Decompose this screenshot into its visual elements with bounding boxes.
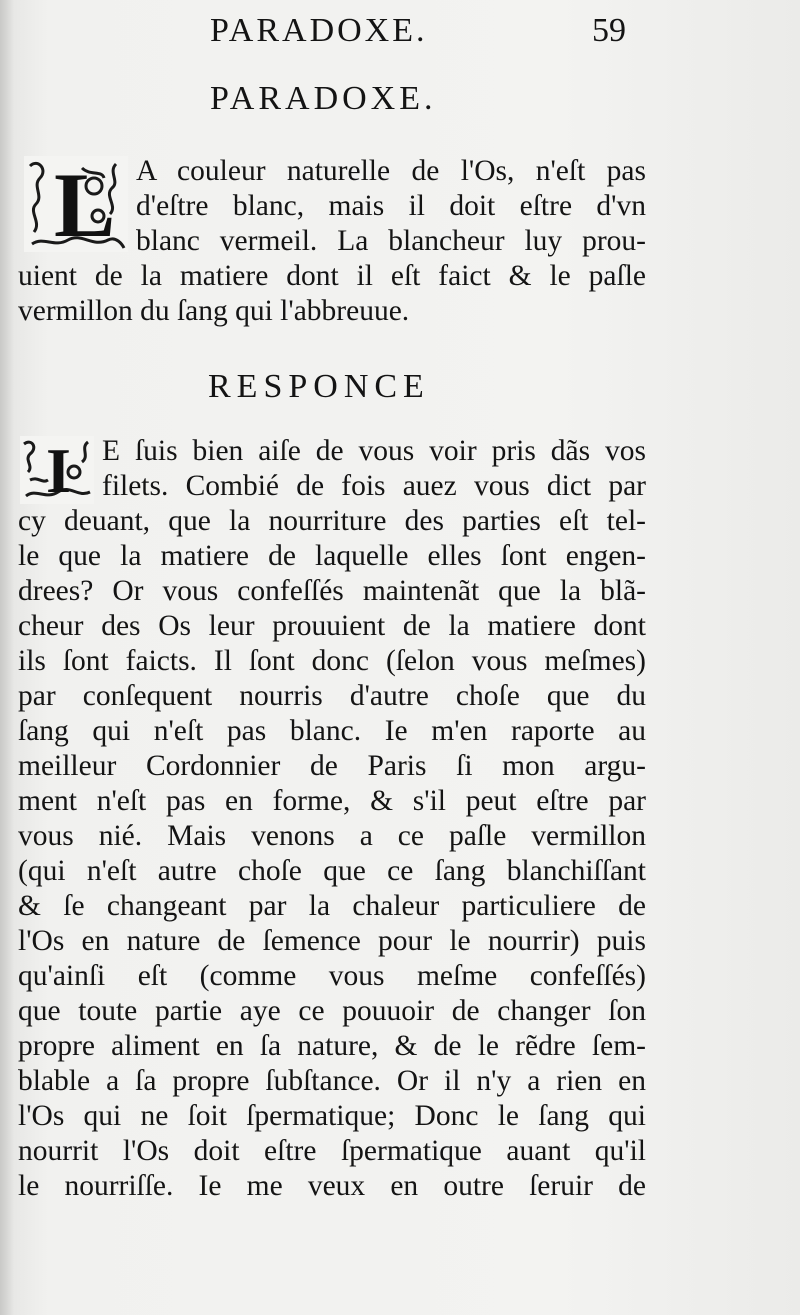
response-heading: RESPONCE (208, 368, 430, 405)
text-line: cheur des Os leur prouuient de la matiere dont (18, 610, 646, 642)
text-line: A couleur naturelle de l'Os, n'eſt pas (136, 155, 646, 187)
text-line: blable a ſa propre ſubſtance. Or il n'y a rien en (18, 1065, 646, 1097)
response-text (18, 434, 646, 1204)
text-line: propre aliment en ſa nature, & de le rẽdre ſem- (18, 1030, 646, 1062)
text-line: meilleur Cordonnier de Paris ſi mon argu- (18, 750, 646, 782)
text-line: que toute partie aye ce pouuoir de changer ſon (18, 995, 646, 1027)
running-title: PARADOXE. (210, 12, 428, 49)
text-line: blanc vermeil. La blancheur luy prou- (136, 225, 646, 257)
svg-text:L: L (54, 156, 116, 252)
text-line: vous nié. Mais venons a ce paſle vermillon (18, 820, 646, 852)
text-line: qu'ainſi eſt (comme vous meſme confeſſés) (18, 960, 646, 992)
svg-text:I: I (46, 436, 71, 504)
text-line: & ſe changeant par la chaleur particuliere de (18, 890, 646, 922)
text-line: vermillon du ſang qui l'abbreuue. (18, 295, 410, 327)
text-line: cy deuant, que la nourriture des parties eſt tel- (18, 505, 646, 537)
text-line: le nourriſſe. Ie me veux en outre ſeruir de (18, 1170, 646, 1202)
text-line: par conſequent nourris d'autre choſe que du (18, 680, 646, 712)
text-line: (qui n'eſt autre choſe que ce ſang blanchiſſant (18, 855, 646, 887)
gutter-shadow (0, 0, 14, 1315)
text-line: ils ſont faicts. Il ſont donc (ſelon vous meſmes) (18, 645, 646, 677)
text-line: nourrit l'Os doit eſtre ſpermatique auant qu'il (18, 1135, 646, 1167)
paradox-text (18, 154, 646, 329)
text-line: l'Os en nature de ſemence pour le nourrir) puis (18, 925, 646, 957)
text-line: filets. Combié de fois auez vous dict par (102, 470, 646, 502)
text-line: drees? Or vous confeſſés maintenãt que la blã- (18, 575, 646, 607)
text-line: ſang qui n'eſt pas blanc. Ie m'en raporte au (18, 715, 646, 747)
text-line: l'Os qui ne ſoit ſpermatique; Donc le ſang qui (18, 1100, 646, 1132)
text-line: d'eſtre blanc, mais il doit eſtre d'vn (136, 190, 646, 222)
text-line: le que la matiere de laquelle elles ſont engen- (18, 540, 646, 572)
paradox-heading: PARADOXE. (210, 80, 437, 117)
text-line: uient de la matiere dont il eſt faict & le paſle (18, 260, 646, 292)
text-line: E ſuis bien aiſe de vous voir pris dãs vos (102, 435, 646, 467)
text-line: ment n'eſt pas en forme, & s'il peut eſtre par (18, 785, 646, 817)
page-number: 59 (592, 12, 626, 49)
